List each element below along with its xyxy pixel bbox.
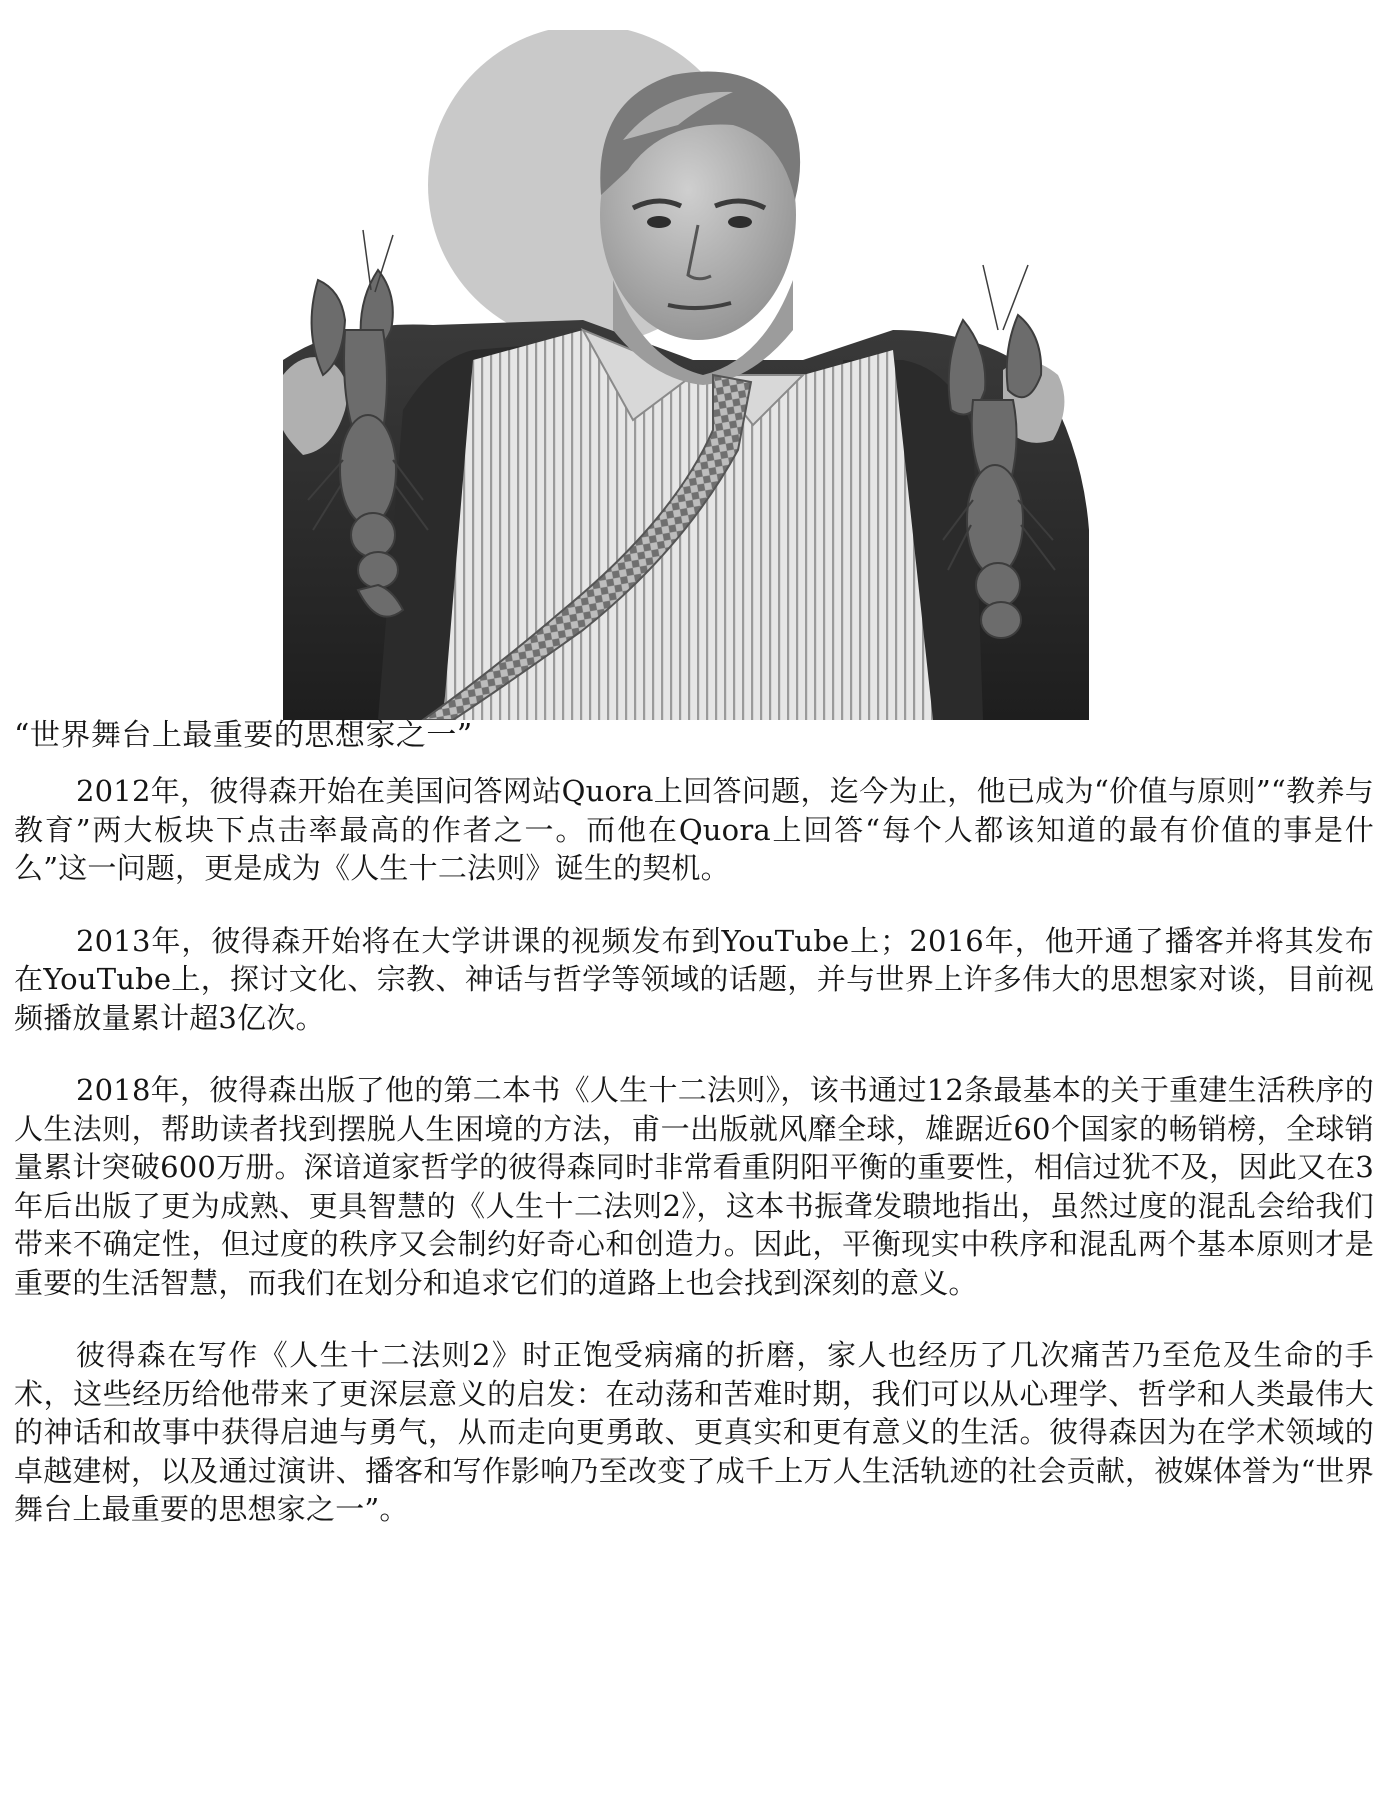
portrait-illustration [283, 30, 1089, 720]
paragraph-3: 2018年，彼得森出版了他的第二本书《人生十二法则》，该书通过12条最基本的关于重建生活秩序的人生法则，帮助读者找到摆脱人生困境的方法，甫一出版就风靡全球，雄踞近60个国家的畅销榜，全球销量累计突破600万册。深谙道家哲学的彼得森同时非常看重阴阳平衡的重要性，相信过犹不及，因此又在3年后出版了更为成熟、更具智慧的《人生十二法则2》，这本书振聋发聩地指出，虽然过度的混乱会给我们带来不确定性，但过度的秩序又会制约好奇心和创造力。因此，平衡现实中秩序和混乱两个基本原则才是重要的生活智慧，而我们在划分和追求它们的道路上也会找到深刻的意义。 [14, 1073, 1374, 1300]
paragraph-4: 彼得森在写作《人生十二法则2》时正饱受病痛的折磨，家人也经历了几次痛苦乃至危及生命的手术，这些经历给他带来了更深层意义的启发：在动荡和苦难时期，我们可以从心理学、哲学和人类最伟大的神话和故事中获得启迪与勇气，从而走向更勇敢、更真实和更有意义的生活。彼得森因为在学术领域的卓越建树，以及通过演讲、播客和写作影响乃至改变了成千上万人生活轨迹的社会贡献，被媒体誉为“世界舞台上最重要的思想家之一”。 [14, 1338, 1374, 1526]
paragraph-1: 2012年，彼得森开始在美国问答网站Quora上回答问题，迄今为止，他已成为“价值与原则”“教养与教育”两大板块下点击率最高的作者之一。而他在Quora上回答“每个人都该知道的最有价值的事是什么”这一问题，更是成为《人生十二法则》诞生的契机。 [14, 774, 1374, 885]
author-photo [283, 30, 1089, 720]
paragraph-2: 2013年，彼得森开始将在大学讲课的视频发布到YouTube上；2016年，他开通了播客并将其发布在YouTube上，探讨文化、宗教、神话与哲学等领域的话题，并与世界上许多伟大的思想家对谈，目前视频播放量累计超3亿次。 [14, 923, 1374, 1035]
article-body [14, 772, 1374, 1563]
article-heading: “世界舞台上最重要的思想家之一” [14, 718, 473, 753]
